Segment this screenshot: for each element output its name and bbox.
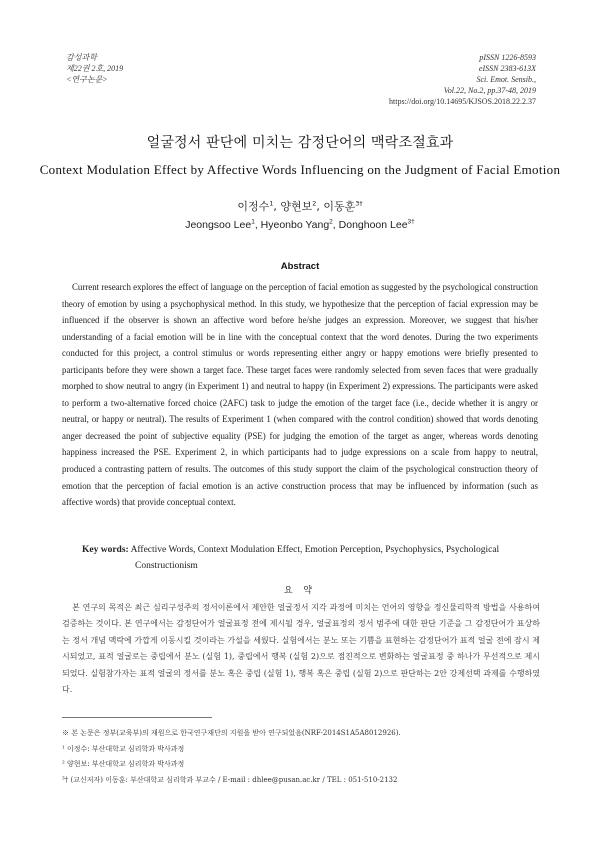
author-affiliation-mark: 3†	[355, 199, 363, 208]
author-name: 이정수	[237, 200, 270, 213]
abstract-heading: Abstract	[280, 261, 320, 272]
volume-pages: Vol.22, No.2, pp.37-48, 2019	[443, 86, 536, 95]
authors-korean: 이정수$^1$, 양현보$^2$, 이동훈$^{3\dagger}$	[237, 199, 363, 213]
author-affiliation-mark: 3†	[407, 218, 415, 226]
journal-header-right	[389, 52, 536, 107]
author-name: Jeongsoo Lee	[185, 219, 252, 231]
author-name: 양현보	[280, 200, 313, 213]
keywords	[82, 542, 542, 574]
author-name: 이동훈	[323, 200, 356, 213]
journal-header-left	[66, 52, 123, 85]
doi-link[interactable]: https://doi.org/10.14695/KJSOS.2018.22.2.37	[389, 97, 536, 106]
author-name: Hyeonbo Yang	[260, 219, 330, 231]
author-footnote: ¹ 이정수: 부산대학교 심리학과 박사과정	[62, 744, 185, 753]
corresponding-author-footnote: ³† (교신저자) 이동훈: 부산대학교 심리학과 부교수 / E-mail : dhlee@pusan.ac.kr / TEL : 051-510-2132	[62, 775, 398, 784]
article-type: <연구논문>	[66, 75, 108, 84]
footnote-divider	[62, 717, 212, 718]
eissn: eISSN 2383-613X	[478, 64, 536, 73]
journal-name: 감성과학	[66, 53, 97, 62]
keywords-label: Key words:	[82, 545, 129, 555]
title-english: Context Modulation Effect by Affective Words Influencing on the Judgment of Facial Emotion	[39, 162, 561, 177]
author-affiliation-mark: 2	[312, 199, 317, 208]
journal-abbrev: Sci. Emot. Sensib.,	[476, 75, 536, 84]
korean-summary-heading: 요 약	[283, 586, 317, 596]
pissn: pISSN 1226-8593	[479, 53, 536, 62]
journal-volume: 제22권 2호, 2019	[66, 64, 124, 73]
author-affiliation-mark: 1	[269, 199, 274, 208]
footnotes	[62, 726, 542, 788]
korean-summary-body: 본 연구의 목적은 최근 심리구성주의 정서이론에서 제안한 얼굴정서 지각 과정에 미치는 언어의 영향을 정신물리학적 방법을 사용하여 검증하는 것이다. 본 연구에서는 감정단어가 얼굴표정 전에 제시될 경우, 얼굴표정의 정서 범주에 대한 판단 기준을 그 감정단어가 표상하는 정서 개념 맥락에 가깝게 이동시킬 것이라는 가설을 세웠다. 실험에서는 분노 또는 기쁨을 표현하는 감정단어가 표적 얼굴 전에 잠시 제시되었고, 표적 얼굴로는 중립에서 분노 (실험 1), 중립에서 행복 (실험 2)으로 점진적으로 변화하는 얼굴표정 중 하나가 무선적으로 제시되었다. 실험참가자는 표적 얼굴의 정서를 분노 혹은 중립 (실험 1), 행복 혹은 중립 (실험 2)으로 판단하는 2안 강제선택 과제를 수행하였다.	[62, 603, 540, 695]
abstract-body: Current research explores the effect of language on the perception of facial emotion as suggested by the psychological construction theory of emotion by using a psychophysical method. In this study, we hypothesize that the perception of facial expression may be influenced if the observer is shown an affective word before he/she judges an expression. Moreover, we suggest that his/her understanding of a facial emotion will be in line with the conceptual context that the word denotes. During the two experiments conducted for this project, a control stimulus or words representing either angry or happy emotions were briefly presented to participants before they were shown a target face. These target faces were randomly selected from seven faces that were gradually morphed to show neutral to angry (in Experiment 1) and neutral to happy (in Experiment 2) expressions. The participants were asked to perform a two-alternative forced choice (2AFC) task to judge the emotion of the target face (i.e., decide whether it is angry or neutral, or happy or neutral). The results of Experiment 1 (when compared with the control condition) showed that words denoting anger decreased the point of subjective equality (PSE) for judging the emotion of the target as anger, whereas words denoting happiness increased the PSE. Experiment 2, in which participants had to judge expressions on a scale from happy to neutral, produced a contrasting pattern of results. The outcomes of this study support the claim of the psychological construction theory of emotion that the perception of facial emotion is an active construction process that may be influenced by information (such as affective words) that provide conceptual context.	[62, 282, 538, 508]
authors-english: Jeongsoo Lee$^1$, Hyeonbo Yang$^2$, Donghoon Lee$^{3\dagger}$	[185, 218, 415, 231]
funding-footnote: ※ 본 논문은 정부(교육부)의 재원으로 한국연구재단의 지원을 받아 연구되었음(NRF-2014S1A5A8012926).	[62, 729, 401, 737]
author-footnote: ² 양현보: 부산대학교 심리학과 박사과정	[62, 760, 185, 769]
keywords-text: Affective Words, Context Modulation Effect, Emotion Perception, Psychophysics, Psychological Constructionism	[130, 545, 500, 571]
title-korean: 얼굴정서 판단에 미치는 감정단어의 맥락조절효과	[146, 135, 454, 151]
author-affiliation-mark: 2	[329, 218, 333, 226]
author-affiliation-mark: 1	[251, 218, 255, 226]
author-name: Donghoon Lee	[338, 219, 408, 231]
